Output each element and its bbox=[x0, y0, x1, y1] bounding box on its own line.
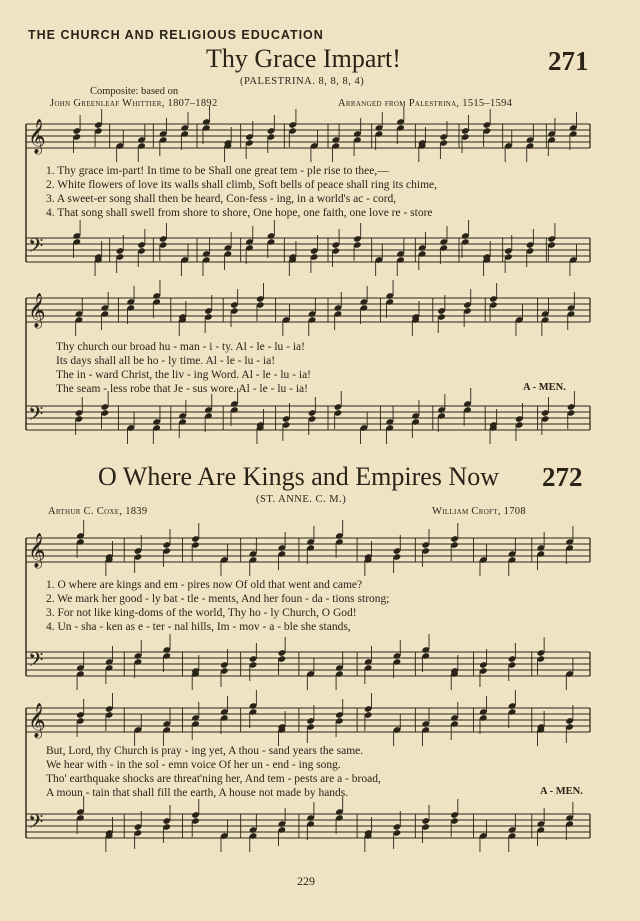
lyric-line: Its days shall all be ho - ly time. Al - le - lu - ia! bbox=[56, 355, 276, 367]
page-number: 229 bbox=[297, 874, 315, 888]
lyric-line: 4. Un - sha - ken as e - ter - nal hills, Im - mov - a - ble she stands, bbox=[46, 621, 351, 633]
lyric-line: A moun - tain that shall fill the earth, A house not made by hands. bbox=[46, 787, 349, 799]
hymn-272-composer: William Croft, 1708 bbox=[432, 506, 526, 517]
h271-s1-bass-clef-icon: 𝄢 bbox=[28, 234, 44, 262]
lyric-line: 1. Thy grace im-part! In time to be Shall one great tem - ple rise to thee,— bbox=[46, 165, 389, 177]
h272-s1-bass-clef-icon: 𝄢 bbox=[28, 648, 44, 676]
hymn-272-tune: (ST. ANNE. C. M.) bbox=[256, 494, 347, 505]
hymn-271-author-note: Composite: based on bbox=[90, 86, 179, 97]
lyric-line: 2. We mark her good - ly bat - tle - ments, And her foun - da - tions strong; bbox=[46, 593, 390, 605]
hymn-271-composer: Arranged from Palestrina, 1515–1594 bbox=[338, 98, 513, 109]
lyric-line: Thy church our broad hu - man - i - ty. Al - le - lu - ia! bbox=[56, 341, 305, 353]
lyric-line: 4. That song shall swell from shore to shore, One hope, one faith, one love re - store bbox=[46, 207, 433, 219]
lyric-line: 3. For not like king-doms of the world, Thy ho - ly Church, O God! bbox=[46, 607, 357, 619]
hymn-272-amen: A - MEN. bbox=[540, 786, 583, 797]
h272-s2-treble-clef-icon: 𝄞 bbox=[28, 703, 46, 738]
h271-s1-treble-clef-icon: 𝄞 bbox=[28, 119, 46, 154]
hymn-272-title: O Where Are Kings and Empires Now bbox=[98, 462, 499, 491]
h272-s2-bass-clef-icon: 𝄢 bbox=[28, 810, 44, 838]
h271-s2-treble-clef-icon: 𝄞 bbox=[28, 293, 46, 328]
lyric-line: Tho' earthquake shocks are threat'ning her, And tem - pests are a - broad, bbox=[46, 773, 381, 785]
lyric-line: The seam - less robe that Je - sus wore. Al - le - lu - ia! bbox=[56, 383, 308, 395]
lyric-line: 2. White flowers of love its walls shall climb, Soft bells of peace shall ring its chime, bbox=[46, 179, 438, 191]
hymn-272-number: 272 bbox=[542, 462, 583, 492]
hymn-271-title: Thy Grace Impart! bbox=[206, 44, 401, 73]
hymn-271-number: 271 bbox=[548, 46, 589, 76]
lyric-line: 1. O where are kings and em - pires now Of old that went and came? bbox=[46, 579, 363, 591]
hymn-272-author: Arthur C. Coxe, 1839 bbox=[48, 506, 148, 517]
lyric-line: 3. A sweet-er song shall then be heard, Con-fess - ing, in a world's ac - cord, bbox=[46, 193, 397, 205]
h271-s2-bass-clef-icon: 𝄢 bbox=[28, 402, 44, 430]
lyric-line: The in - ward Christ, the liv - ing Word. Al - le - lu - ia! bbox=[56, 369, 312, 381]
hymn-271-author: John Greenleaf Whittier, 1807–1892 bbox=[50, 98, 218, 109]
hymn-271-tune: (PALESTRINA. 8, 8, 8, 4) bbox=[240, 76, 365, 87]
h272-s1-treble-clef-icon: 𝄞 bbox=[28, 533, 46, 568]
section-heading: THE CHURCH AND RELIGIOUS EDUCATION bbox=[28, 28, 324, 42]
lyric-line: We hear with - in the sol - emn voice Of her un - end - ing song. bbox=[46, 759, 341, 771]
lyric-line: But, Lord, thy Church is pray - ing yet, A thou - sand years the same. bbox=[46, 745, 364, 757]
hymn-271-amen: A - MEN. bbox=[523, 382, 566, 393]
